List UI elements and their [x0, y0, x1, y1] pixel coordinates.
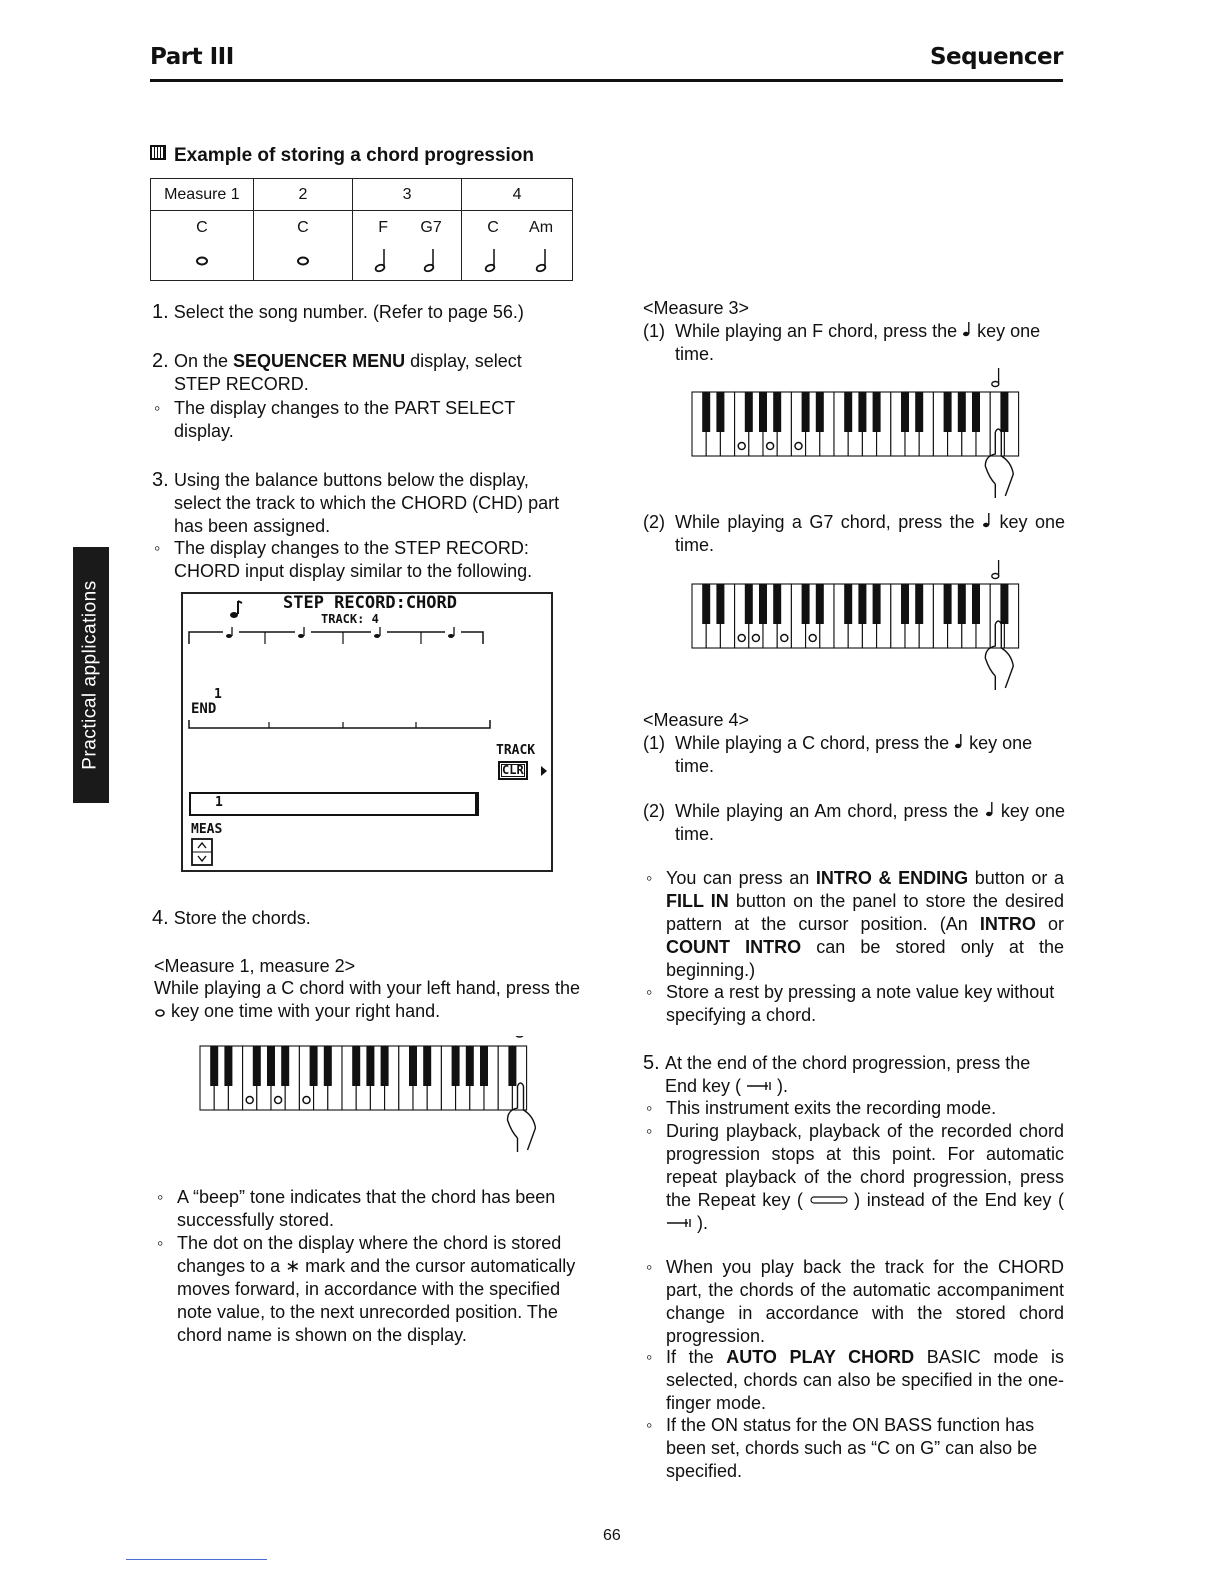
black-key: [508, 1046, 516, 1086]
measure-value: 1: [215, 795, 223, 810]
black-key: [901, 584, 909, 624]
black-key: [958, 584, 966, 624]
chord-name: C: [297, 218, 309, 236]
half-note-icon: [485, 249, 496, 272]
step-4: [152, 907, 582, 930]
measure12-body: While playing a C chord with your left hand, press the key one time with your right hand.: [154, 978, 580, 1021]
clear-button[interactable]: CLR: [498, 761, 528, 780]
bullet-item: ◦ During playback, playback of the recorded chord progression stops at this point. For automatic repeat playback of the chord progression, press the Repeat key ( ) instead of the End key ( ).: [666, 1120, 1064, 1235]
footer-line: [126, 1559, 267, 1560]
chord-name: F: [378, 218, 388, 236]
black-key: [915, 392, 923, 432]
table-cell: [353, 211, 462, 245]
measure12-heading: <Measure 1, measure 2>: [154, 956, 356, 976]
black-key: [745, 584, 753, 624]
bullet-item: ◦ Store a rest by pressing a note value key without specifying a chord.: [666, 981, 1064, 1027]
chord-name: C: [196, 218, 208, 236]
black-key: [844, 584, 852, 624]
whole-note-icon: [516, 1036, 524, 1037]
quarter-note-icon: [982, 512, 992, 528]
step-2: 2. On the SEQUENCER MENU display, select STEP RECORD.: [152, 350, 582, 396]
header-section: Sequencer: [929, 44, 1063, 70]
up-down-button[interactable]: [191, 838, 215, 868]
black-key: [480, 1046, 488, 1086]
bullet-item: ◦ The display changes to the PART SELECT display.: [174, 397, 574, 443]
black-key: [944, 584, 952, 624]
measure-ruler: [187, 718, 497, 732]
whole-note-icon: [154, 1007, 166, 1017]
chord-name: C: [487, 218, 499, 236]
black-key: [972, 584, 980, 624]
black-key: [873, 392, 881, 432]
side-tab: [73, 547, 109, 803]
black-key: [759, 584, 767, 624]
step-1: [152, 301, 582, 324]
lcd-position: 1: [214, 687, 222, 702]
black-key: [267, 1046, 275, 1086]
table-header: 2: [253, 179, 352, 211]
bullet-item: ◦ The display changes to the STEP RECORD: CHORD input display similar to the following.: [174, 537, 576, 583]
black-key: [915, 584, 923, 624]
half-note-icon: [992, 574, 999, 579]
chord-name: Am: [529, 218, 554, 236]
table-cell: [253, 245, 352, 281]
black-key: [409, 1046, 417, 1086]
table-header: 3: [353, 179, 462, 211]
black-key: [352, 1046, 360, 1086]
lcd-end-label: END: [191, 701, 217, 717]
keyboard-figure: [688, 366, 1028, 506]
black-key: [253, 1046, 261, 1086]
black-key: [210, 1046, 218, 1086]
black-key: [324, 1046, 332, 1086]
step-text: Using the balance buttons below the display, select the track to which the CHORD (CHD) part has been assigned.: [174, 470, 560, 536]
step-text: Store the chords.: [173, 908, 311, 928]
table-cell: [462, 211, 573, 245]
black-key: [858, 584, 866, 624]
bullet-item: ◦ If the AUTO PLAY CHORD BASIC mode is selected, chords can also be specified in the one-finger mode.: [666, 1346, 1064, 1415]
black-key: [423, 1046, 431, 1086]
lcd-meas-label: MEAS: [191, 822, 223, 837]
black-key: [366, 1046, 374, 1086]
step-number: 2.: [152, 350, 169, 372]
black-key: [816, 584, 824, 624]
measure3-item1: (1) While playing an F chord, press the key one time.: [643, 321, 1041, 364]
black-key: [381, 1046, 389, 1086]
black-key: [873, 584, 881, 624]
measure3-item2: (2) While playing a G7 chord, press the key one time.: [643, 512, 1065, 555]
square-bullet-icon: [150, 145, 166, 160]
bullet-item: ◦ If the ON status for the ON BASS function has been set, chords such as “C on G” can also be specified.: [666, 1414, 1064, 1483]
black-key: [759, 392, 767, 432]
keyboard-figure: [688, 558, 1028, 698]
arrow-right-icon: [540, 765, 548, 777]
lcd-title: STEP RECORD:CHORD: [283, 593, 457, 613]
step-number: 4.: [152, 907, 169, 929]
table-header: Measure 1: [151, 179, 254, 211]
table-cell: [353, 245, 462, 281]
chord-table: [150, 178, 573, 281]
step-text: STEP RECORD.: [174, 374, 309, 394]
lcd-track-label: TRACK: [496, 743, 536, 758]
bullet-item: ◦ The dot on the display where the chord is stored changes to a ∗ mark and the cursor automatically moves forward, in accordance with the specified note value, to the next unrecorded position. The chord name is shown on the display.: [177, 1232, 577, 1347]
table-header: 4: [462, 179, 573, 211]
bullet-item: ◦ A “beep” tone indicates that the chord has been successfully stored.: [177, 1186, 577, 1232]
bullet-item: ◦ This instrument exits the recording mode.: [666, 1097, 1064, 1120]
table-cell: [462, 245, 573, 281]
whole-note-icon: [296, 256, 310, 266]
black-key: [716, 392, 724, 432]
end-key-icon: [746, 1080, 772, 1092]
half-note-icon: [992, 382, 999, 387]
half-note-icon: [424, 249, 435, 272]
half-note-icon: [375, 249, 386, 272]
section-title-text: Example of storing a chord progression: [174, 145, 535, 166]
end-key-icon: [666, 1217, 692, 1229]
step-number: 3.: [152, 469, 169, 491]
chord-name: G7: [420, 218, 442, 236]
quarter-note-icon: [962, 321, 972, 337]
black-key: [958, 392, 966, 432]
black-key: [802, 392, 810, 432]
half-note-icons: [357, 247, 457, 273]
black-key: [901, 392, 909, 432]
black-key: [773, 584, 781, 624]
black-key: [745, 392, 753, 432]
step-3: [152, 469, 577, 538]
black-key: [466, 1046, 474, 1086]
black-key: [224, 1046, 232, 1086]
black-key: [844, 392, 852, 432]
measure3-heading: <Measure 3>: [643, 298, 750, 318]
black-key: [802, 584, 810, 624]
table-cell: [253, 211, 352, 245]
section-title: [150, 145, 534, 167]
black-key: [310, 1046, 318, 1086]
step-number: 1.: [152, 301, 169, 323]
black-key: [972, 392, 980, 432]
half-note-icon: [536, 249, 547, 272]
header-rule: [150, 79, 1063, 82]
table-cell: [151, 245, 254, 281]
step-number: 5.: [643, 1052, 660, 1074]
side-tab-label: Practical applications: [80, 580, 102, 770]
black-key: [1000, 392, 1008, 432]
bullet-item: ◦ When you play back the track for the CHORD part, the chords of the automatic accompaniment change in accordance with the stored chord progression.: [666, 1256, 1064, 1348]
beat-ruler: [183, 624, 513, 646]
step-record-display: [181, 592, 553, 872]
lcd-track: TRACK: 4: [321, 612, 379, 626]
step-text: Select the song number. (Refer to page 56.): [173, 302, 524, 322]
page-number: 66: [603, 1527, 621, 1544]
quarter-note-icon: [985, 801, 995, 817]
bullet-item: ◦ You can press an INTRO & ENDING button or a FILL IN button on the panel to store the desired pattern at the cursor position. (An INTRO or COUNT INTRO can be stored only at the beginning.): [666, 867, 1064, 982]
header-part: Part III: [150, 44, 234, 70]
black-key: [716, 584, 724, 624]
black-key: [816, 392, 824, 432]
black-key: [858, 392, 866, 432]
step-5: 5. At the end of the chord progression, press the End key ( ).: [643, 1052, 1031, 1096]
note-icon: [228, 600, 244, 620]
black-key: [1000, 584, 1008, 624]
measure4-heading: <Measure 4>: [643, 710, 750, 730]
black-key: [773, 392, 781, 432]
repeat-key-icon: [810, 1194, 848, 1206]
black-key: [281, 1046, 289, 1086]
menu-name: SEQUENCER MENU: [233, 351, 406, 371]
measure4-item1: (1) While playing a C chord, press the key one time.: [643, 733, 1033, 776]
measure-field[interactable]: [189, 792, 479, 816]
whole-note-icon: [195, 256, 209, 266]
black-key: [702, 392, 710, 432]
table-cell: [151, 211, 254, 245]
quarter-note-icon: [954, 733, 964, 749]
keyboard-figure: [196, 1036, 536, 1166]
black-key: [702, 584, 710, 624]
measure4-item2: (2) While playing an Am chord, press the key one time.: [643, 801, 1066, 844]
half-note-icons: [467, 247, 567, 273]
black-key: [452, 1046, 460, 1086]
black-key: [944, 392, 952, 432]
